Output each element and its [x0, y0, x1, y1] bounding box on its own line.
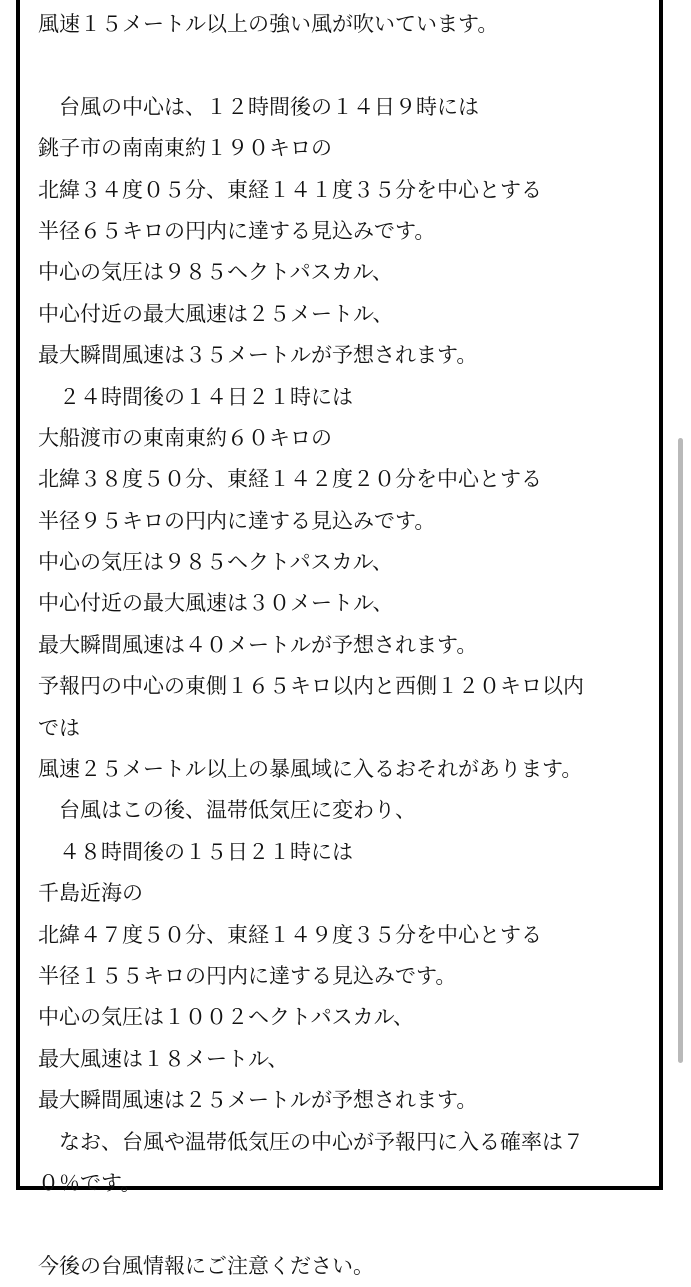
text-line: 銚子市の南南東約１９０キロの — [38, 136, 332, 161]
scrollbar[interactable] — [678, 438, 683, 1063]
text-line: 台風はこの後、温帯低気圧に変わり、 — [38, 798, 416, 823]
text-line: 最大瞬間風速は２５メートルが予想されます。 — [38, 1088, 478, 1113]
text-line: 北緯３４度０５分、東経１４１度３５分を中心とする — [38, 177, 542, 202]
text-line: 千島近海の — [38, 881, 143, 906]
text-line: ４８時間後の１５日２１時には — [38, 839, 353, 864]
text-line: 中心の気圧は１００２ヘクトパスカル、 — [38, 1005, 414, 1030]
text-line: 風速２５メートル以上の暴風域に入るおそれがあります。 — [38, 757, 583, 782]
text-line: 北緯４７度５０分、東経１４９度３５分を中心とする — [38, 922, 542, 947]
text-line: ０％です。 — [38, 1170, 142, 1195]
text-line: 台風の中心は、１２時間後の１４日９時には — [38, 94, 479, 119]
text-line: 最大瞬間風速は３５メートルが予想されます。 — [38, 343, 478, 368]
text-line: 中心の気圧は９８５ヘクトパスカル、 — [38, 260, 393, 285]
text-line: 半径６５キロの円内に達する見込みです。 — [38, 218, 436, 243]
text-line: 中心付近の最大風速は３０メートル、 — [38, 591, 394, 616]
text-line: 中心の気圧は９８５ヘクトパスカル、 — [38, 550, 393, 575]
text-line: ２４時間後の１４日２１時には — [38, 384, 353, 409]
document-text — [38, 4, 648, 1287]
text-line: では — [38, 715, 80, 740]
text-line: 北緯３８度５０分、東経１４２度２０分を中心とする — [38, 467, 542, 492]
text-line — [38, 1204, 648, 1245]
text-line: 中心付近の最大風速は２５メートル、 — [38, 301, 394, 326]
text-line: 最大瞬間風速は４０メートルが予想されます。 — [38, 632, 478, 657]
text-line: 最大風速は１８メートル、 — [38, 1046, 289, 1071]
document-frame — [16, 0, 663, 1278]
text-line: 半径９５キロの円内に達する見込みです。 — [38, 508, 436, 533]
text-line: 今後の台風情報にご注意ください。 — [38, 1253, 374, 1278]
text-line: なお、台風や温帯低気圧の中心が予報円に入る確率は７ — [38, 1129, 584, 1154]
text-line: 予報円の中心の東側１６５キロ以内と西側１２０キロ以内 — [38, 674, 584, 699]
text-line: 大船渡市の東南東約６０キロの — [38, 425, 332, 450]
text-line — [38, 45, 648, 86]
text-line: 半径１５５キロの円内に達する見込みです。 — [38, 963, 457, 988]
text-line: 風速１５メートル以上の強い風が吹いています。 — [38, 12, 499, 36]
